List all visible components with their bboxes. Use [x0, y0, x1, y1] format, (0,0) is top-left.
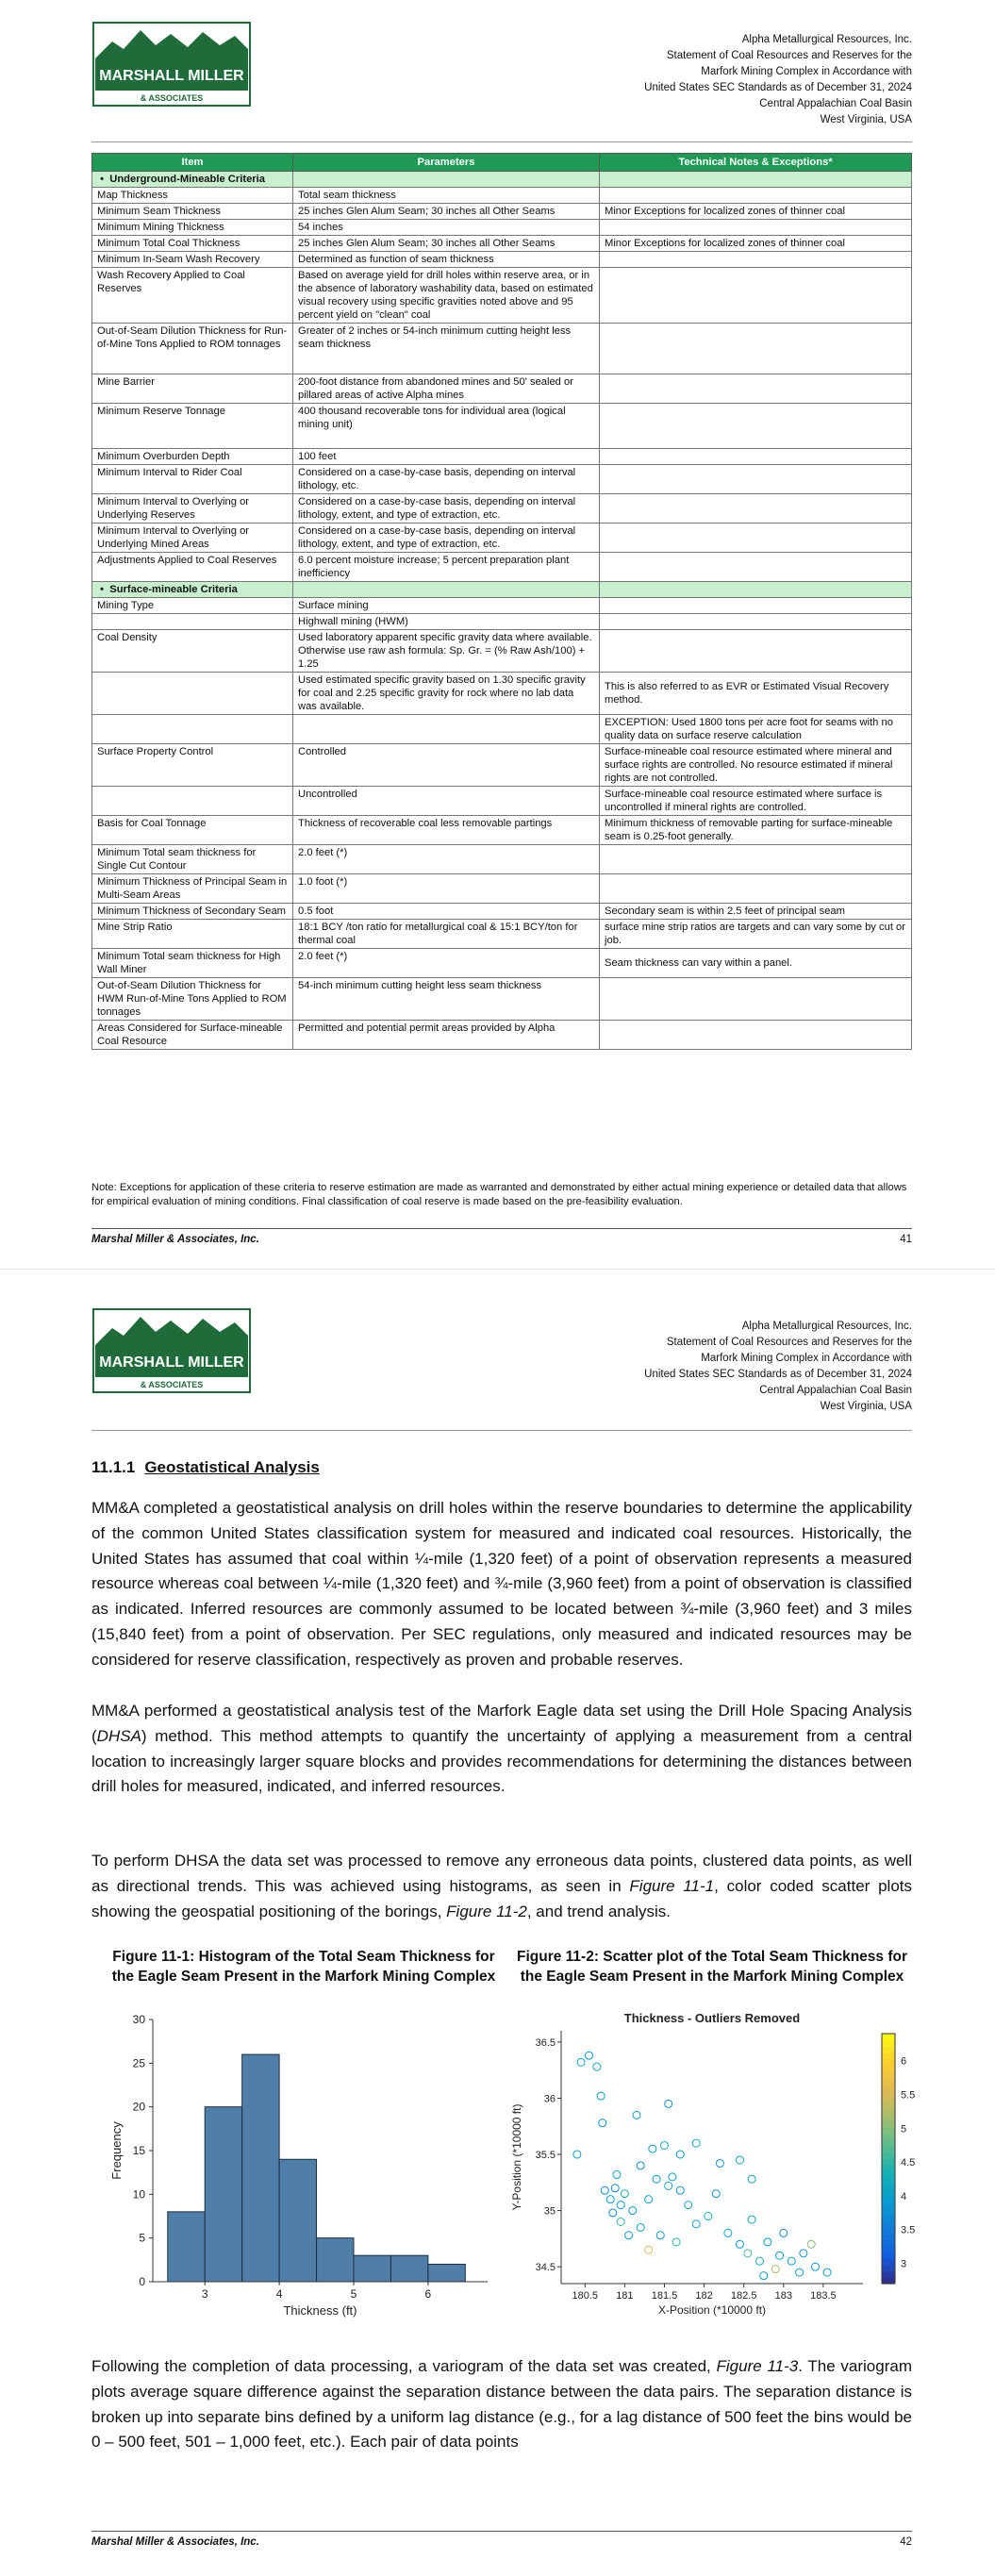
y-axis-label: Y-Position (*10000 ft): [510, 2103, 523, 2211]
colorbar-segment: [882, 2059, 895, 2066]
colorbar-segment: [882, 2259, 895, 2266]
y-tick-label: 36: [543, 2093, 556, 2105]
cell-param: Used estimated specific gravity based on 1.30 specific gravity for coal and 2.25 specific gravity for rock where no lab data was available.: [293, 673, 600, 715]
cell-item: Minimum Thickness of Principal Seam in Multi-Seam Areas: [92, 874, 293, 904]
table-row: [92, 1021, 912, 1050]
footer-divider: [91, 2531, 912, 2532]
figure-ref: Figure 11-2: [446, 1902, 527, 1920]
table-row: [92, 524, 912, 553]
footer-company: Marshal Miller & Associates, Inc.: [91, 2536, 259, 2548]
cell-item: Out-of-Seam Dilution Thickness for HWM Run-of-Mine Tons Applied to ROM tonnages: [92, 978, 293, 1021]
y-tick-label: 34.5: [535, 2262, 556, 2274]
cell-item: Wash Recovery Applied to Coal Reserves: [92, 268, 293, 324]
colorbar-segment: [882, 2034, 895, 2040]
x-tick-label: 180.5: [572, 2290, 599, 2302]
cell-item: Mine Barrier: [92, 374, 293, 404]
logo-name: MARSHALL MILLER: [99, 68, 244, 84]
header-line: Alpha Metallurgical Resources, Inc.: [741, 1321, 912, 1332]
y-tick-label: 15: [132, 2144, 145, 2157]
cell-item: Minimum In-Seam Wash Recovery: [92, 252, 293, 268]
header-line: Alpha Metallurgical Resources, Inc.: [741, 34, 912, 45]
cell-item: Minimum Interval to Rider Coal: [92, 465, 293, 494]
colorbar-segment: [882, 2215, 895, 2221]
colorbar-segment: [882, 2052, 895, 2059]
cell-item: Minimum Thickness of Secondary Seam: [92, 904, 293, 920]
section-heading: [91, 1458, 320, 1477]
colorbar-tick-label: 4: [901, 2190, 907, 2202]
y-tick-label: 36.5: [535, 2036, 556, 2049]
cell-note: [600, 268, 912, 324]
reserve-criteria-table: [91, 153, 912, 1050]
cell-item: Basis for Coal Tonnage: [92, 816, 293, 845]
cell-item: Minimum Interval to Overlying or Underlying Reserves: [92, 494, 293, 524]
cell-item: Minimum Seam Thickness: [92, 204, 293, 220]
logo-name: MARSHALL MILLER: [99, 1354, 244, 1371]
table-row: [92, 494, 912, 524]
colorbar-segment: [882, 2140, 895, 2147]
y-tick-label: 30: [132, 2013, 145, 2026]
colorbar-segment: [882, 2184, 895, 2190]
colorbar-segment: [882, 2040, 895, 2047]
logo-sub: & ASSOCIATES: [140, 1380, 204, 1389]
table-row: [92, 252, 912, 268]
y-tick-label: 35: [543, 2205, 556, 2218]
cell-param: Permitted and potential permit areas provided by Alpha: [293, 1021, 600, 1050]
cell-param: 400 thousand recoverable tons for individual area (logical mining unit): [293, 404, 600, 449]
table-row: [92, 598, 912, 614]
cell-param: Uncontrolled: [293, 787, 600, 816]
table-note: Note: Exceptions for application of these criteria to reserve estimation are made as warranted and demonstrated by either actual mining experience or detailed data that allows for empirical evaluation of mining conditions. Final classification of coal reserve is made based on the pre-feasibility evaluation.: [91, 1182, 907, 1207]
cell-param: Considered on a case-by-case basis, depending on interval lithology, etc.: [293, 465, 600, 494]
y-tick-label: 25: [132, 2056, 145, 2070]
header-line: Statement of Coal Resources and Reserves for the: [666, 50, 912, 61]
cell-param: 54 inches: [293, 220, 600, 236]
cell-param: Considered on a case-by-case basis, depending on interval lithology, extent, and type of extraction, etc.: [293, 494, 600, 524]
histogram-bar: [279, 2159, 316, 2282]
cell-param: 54-inch minimum cutting height less seam thickness: [293, 978, 600, 1021]
colorbar-segment: [882, 2246, 895, 2252]
table-row: [92, 715, 912, 744]
x-tick-label: 4: [275, 2287, 283, 2301]
section-number: 11.1.1: [91, 1458, 136, 1476]
histogram-bar: [354, 2255, 390, 2282]
histogram-bar: [317, 2238, 354, 2282]
colorbar-tick-label: 4.5: [901, 2157, 916, 2169]
cell-param: Greater of 2 inches or 54-inch minimum cutting height less seam thickness: [293, 324, 600, 374]
colorbar-segment: [882, 2240, 895, 2247]
colorbar-segment: [882, 2165, 895, 2171]
paragraph-3: To perform DHSA the data set was processed to remove any erroneous data points, clustered data points, as well as directional trends. This was achieved using histograms, as seen in Figure 11-1, color coded scatter plots showing the geospatial positioning of the borings, Figure 11-2, and trend analysis.: [91, 1852, 912, 1920]
table-row: [92, 188, 912, 204]
histogram-bar: [205, 2107, 241, 2282]
x-tick-label: 183: [774, 2290, 792, 2302]
cell-param: Based on average yield for drill holes within reserve area, or in the absence of laboratory washability data, based on estimated visual recovery using specific gravities noted above and 95 percent yield on "clean" coal: [293, 268, 600, 324]
section-title: Geostatistical Analysis: [144, 1458, 320, 1476]
colorbar-segment: [882, 2202, 895, 2209]
cell-note: This is also referred to as EVR or Estimated Visual Recovery method.: [600, 673, 912, 715]
page-number: 41: [900, 1234, 912, 1245]
cell-param: 25 inches Glen Alum Seam; 30 inches all Other Seams: [293, 236, 600, 252]
cell-item: Minimum Total Coal Thickness: [92, 236, 293, 252]
header-line: Statement of Coal Resources and Reserves for the: [666, 1337, 912, 1348]
x-tick-label: 181: [616, 2290, 634, 2302]
y-tick-label: 35.5: [535, 2150, 556, 2162]
x-axis-label: X-Position (*10000 ft): [657, 2303, 767, 2317]
table-row: [92, 904, 912, 920]
footer-company: Marshal Miller & Associates, Inc.: [91, 1234, 259, 1245]
table-row: [92, 268, 912, 324]
dhsa-term: DHSA: [96, 1726, 141, 1745]
cell-param: Total seam thickness: [293, 188, 600, 204]
table-row: [92, 874, 912, 904]
colorbar-segment: [882, 2077, 895, 2084]
cell-note: [600, 524, 912, 553]
cell-param: Used laboratory apparent specific gravity data where available. Otherwise use raw ash formula: Sp. Gr. = (% Raw Ash/100) + 1.25: [293, 630, 600, 673]
cell-item: Mine Strip Ratio: [92, 920, 293, 949]
figure-11-2-caption: Figure 11-2: Scatter plot of the Total Seam Thickness for the Eagle Seam Present in the Marfork Mining Complex: [517, 1949, 907, 1985]
colorbar-segment: [882, 2090, 895, 2097]
histogram-bar: [428, 2264, 465, 2282]
colorbar-segment: [882, 2102, 895, 2109]
table-row: [92, 673, 912, 715]
cell-note: [600, 374, 912, 404]
table-row: [92, 630, 912, 673]
header-divider: [91, 141, 912, 142]
table-header-row: [92, 154, 912, 172]
cell-item: Minimum Total seam thickness for Single Cut Contour: [92, 845, 293, 874]
colorbar-segment: [882, 2096, 895, 2102]
cell-param: 1.0 foot (*): [293, 874, 600, 904]
colorbar-segment: [882, 2271, 895, 2278]
x-tick-label: 182: [695, 2290, 713, 2302]
cell-param: Considered on a case-by-case basis, depending on interval lithology, extent, and type of extraction, etc.: [293, 524, 600, 553]
colorbar-segment: [882, 2127, 895, 2134]
cell-note: [600, 188, 912, 204]
cell-note: [600, 494, 912, 524]
chart-title: Thickness - Outliers Removed: [623, 2011, 801, 2025]
header-divider: [91, 1430, 912, 1431]
cell-item: Map Thickness: [92, 188, 293, 204]
cell-note: Seam thickness can vary within a panel.: [600, 949, 912, 978]
x-tick-label: 3: [201, 2287, 208, 2301]
table-row: [92, 465, 912, 494]
cell-param: 18:1 BCY /ton ratio for metallurgical coal & 15:1 BCY/ton for thermal coal: [293, 920, 600, 949]
footer-divider: [91, 1228, 912, 1229]
company-logo: [91, 1307, 252, 1394]
table-row: [92, 204, 912, 220]
cell-note: Surface-mineable coal resource estimated where surface is uncontrolled if mineral rights are controlled.: [600, 787, 912, 816]
x-tick-label: 183.5: [810, 2290, 837, 2302]
x-tick-label: 6: [424, 2287, 432, 2301]
colorbar-segment: [882, 2152, 895, 2159]
cell-note: Minor Exceptions for localized zones of thinner coal: [600, 204, 912, 220]
cell-item: Mining Type: [92, 598, 293, 614]
colorbar-tick-label: 6: [901, 2055, 907, 2068]
colorbar-segment: [882, 2071, 895, 2078]
paragraph-4: Following the completion of data processing, a variogram of the data set was created, Figure 11-3. The variogram plots average square difference against the separation distance between the data pairs. The separation distance is broken up into separate bins defined by a uniform lag distance (e.g., for a lag distance of 500 feet the bins would be 0 – 500 feet, 501 – 1,000 feet, etc.). Each pair of data points: [91, 2357, 912, 2451]
cell-note: EXCEPTION: Used 1800 tons per acre foot for seams with no quality data on surface reserve calculation: [600, 715, 912, 744]
histogram-bar: [390, 2255, 427, 2282]
table-row: [92, 978, 912, 1021]
cell-param: Thickness of recoverable coal less removable partings: [293, 816, 600, 845]
colorbar-segment: [882, 2190, 895, 2197]
colorbar-segment: [882, 2121, 895, 2128]
section-label: • Surface-mineable Criteria: [92, 582, 293, 598]
colorbar-segment: [882, 2252, 895, 2259]
colorbar-tick-label: 5: [901, 2123, 907, 2136]
colorbar-tick-label: 5.5: [901, 2089, 916, 2102]
header-line: Central Appalachian Coal Basin: [759, 98, 912, 109]
header-line: West Virginia, USA: [820, 1401, 912, 1412]
cell-param: 25 inches Glen Alum Seam; 30 inches all Other Seams: [293, 204, 600, 220]
logo-sub: & ASSOCIATES: [140, 93, 204, 103]
cell-item: Minimum Mining Thickness: [92, 220, 293, 236]
cell-item: Minimum Interval to Overlying or Underlying Mined Areas: [92, 524, 293, 553]
colorbar-segment: [882, 2134, 895, 2140]
cell-item: Minimum Reserve Tonnage: [92, 404, 293, 449]
colorbar-tick-label: 3: [901, 2258, 907, 2270]
colorbar-segment: [882, 2196, 895, 2202]
header-line: United States SEC Standards as of December 31, 2024: [644, 1369, 912, 1380]
header-line: United States SEC Standards as of December 31, 2024: [644, 82, 912, 93]
section-row-surface: [92, 582, 912, 598]
y-tick-label: 5: [139, 2231, 145, 2245]
colorbar-segment: [882, 2109, 895, 2116]
cell-item: Out-of-Seam Dilution Thickness for Run-of-Mine Tons Applied to ROM tonnages: [92, 324, 293, 374]
paragraph-1: MM&A completed a geostatistical analysis on drill holes within the reserve boundaries to determine the applicability of the common United States classification system for measured and indicated coal resources. Historically, the United States has assumed that coal within ¼-mile (1,320 feet) of a point of observation represents a measured resource whereas coal between ¼-mile (1,320 feet) and ¾-mile (3,960 feet) from a point of observation is classified as indicated. Inferred resources are commonly assumed to be located between ¾-mile (3,960 feet) and 3 miles (15,840 feet) from a point of observation. Per SEC regulations, only measured and indicated resources may be considered for reserve classification, respectively as proven and probable reserves.: [91, 1499, 912, 1669]
cell-note: [600, 553, 912, 582]
page-42: [0, 1269, 995, 2576]
table-row: [92, 404, 912, 449]
company-logo: [91, 21, 252, 108]
cell-param: Highwall mining (HWM): [293, 614, 600, 630]
colorbar-segment: [882, 2065, 895, 2071]
colorbar-segment: [882, 2159, 895, 2166]
table-row: [92, 449, 912, 465]
table-row: [92, 787, 912, 816]
cell-param: Controlled: [293, 744, 600, 787]
x-axis-label: Thickness (ft): [283, 2303, 357, 2318]
page-41: [0, 0, 995, 1269]
y-tick-label: 10: [132, 2187, 145, 2202]
y-tick-label: 20: [132, 2100, 145, 2114]
histogram-bar: [242, 2054, 279, 2282]
colorbar-segment: [882, 2084, 895, 2090]
figure-ref: Figure 11-3: [716, 2357, 799, 2375]
x-tick-label: 181.5: [651, 2290, 678, 2302]
section-row-underground: [92, 172, 912, 188]
cell-param: 2.0 feet (*): [293, 949, 600, 978]
colorbar-segment: [882, 2265, 895, 2271]
cell-param: Determined as function of seam thickness: [293, 252, 600, 268]
x-tick-label: 5: [350, 2287, 357, 2301]
cell-param: 0.5 foot: [293, 904, 600, 920]
page-number: 42: [900, 2536, 912, 2548]
cell-param: 6.0 percent moisture increase; 5 percent preparation plant inefficiency: [293, 553, 600, 582]
paragraph-2: MM&A performed a geostatistical analysis test of the Marfork Eagle data set using the Drill Hole Spacing Analysis (DHSA) method. This method attempts to quantify the uncertainty of applying a measurement from a central location to increasingly larger square blocks and provides recommendations for determining the distances between drill holes for measured, indicated, and inferred resources.: [91, 1702, 912, 1796]
colorbar-segment: [882, 2146, 895, 2152]
header-line: Marfork Mining Complex in Accordance with: [701, 66, 912, 77]
colorbar-segment: [882, 2227, 895, 2234]
table-row: [92, 324, 912, 374]
table-row: [92, 816, 912, 845]
figure-11-1-caption: Figure 11-1: Histogram of the Total Seam Thickness for the Eagle Seam Present in the Marfork Mining Complex: [111, 1949, 496, 1985]
colorbar-tick-label: 3.5: [901, 2224, 916, 2236]
column-header-item: Item: [92, 154, 293, 172]
cell-note: [600, 220, 912, 236]
cell-item: Adjustments Applied to Coal Reserves: [92, 553, 293, 582]
header-line: Central Appalachian Coal Basin: [759, 1385, 912, 1396]
cell-item: Minimum Total seam thickness for High Wall Miner: [92, 949, 293, 978]
colorbar-segment: [882, 2234, 895, 2240]
cell-item: Surface Property Control: [92, 744, 293, 787]
colorbar-segment: [882, 2171, 895, 2178]
y-tick-label: 0: [139, 2275, 145, 2288]
page-header: [644, 1319, 912, 1415]
table-row: [92, 220, 912, 236]
cell-note: [600, 404, 912, 449]
scatter-chart: [509, 2010, 924, 2321]
x-tick-label: 182.5: [730, 2290, 757, 2302]
figure-ref: Figure 11-1: [629, 1876, 715, 1895]
table-row: [92, 920, 912, 949]
plot-area: [561, 2031, 863, 2284]
cell-note: Surface-mineable coal resource estimated where mineral and surface rights are controlled. No resource estimated if mineral rights are not controlled.: [600, 744, 912, 787]
cell-item: Coal Density: [92, 630, 293, 673]
colorbar-segment: [882, 2209, 895, 2216]
cell-param: 200-foot distance from abandoned mines and 50' sealed or pillared areas of active Alpha mines: [293, 374, 600, 404]
cell-item: Areas Considered for Surface-mineable Coal Resource: [92, 1021, 293, 1050]
page-header: [644, 32, 912, 128]
cell-note: [600, 252, 912, 268]
cell-param: 100 feet: [293, 449, 600, 465]
colorbar-segment: [882, 2046, 895, 2052]
cell-note: [600, 324, 912, 374]
table-row: [92, 949, 912, 978]
column-header-parameters: Parameters: [293, 154, 600, 172]
table-row: [92, 553, 912, 582]
cell-param: Surface mining: [293, 598, 600, 614]
table-row: [92, 744, 912, 787]
y-axis-label: Frequency: [109, 2121, 124, 2180]
cell-note: Minimum thickness of removable parting for surface-mineable seam is 0.25-foot generally.: [600, 816, 912, 845]
cell-note: [600, 465, 912, 494]
header-line: Marfork Mining Complex in Accordance with: [701, 1353, 912, 1364]
cell-note: surface mine strip ratios are targets and can vary some by cut or job.: [600, 920, 912, 949]
header-line: West Virginia, USA: [820, 114, 912, 125]
section-label: • Underground-Mineable Criteria: [92, 172, 293, 188]
column-header-notes: Technical Notes & Exceptions*: [600, 154, 912, 172]
table-row: [92, 845, 912, 874]
cell-note: Secondary seam is within 2.5 feet of principal seam: [600, 904, 912, 920]
table-row: [92, 374, 912, 404]
table-row: [92, 614, 912, 630]
colorbar-segment: [882, 2115, 895, 2121]
colorbar-segment: [882, 2177, 895, 2184]
table-row: [92, 236, 912, 252]
histogram-bar: [168, 2212, 205, 2282]
cell-item: Minimum Overburden Depth: [92, 449, 293, 465]
histogram-chart: [106, 2010, 502, 2321]
cell-note: [600, 449, 912, 465]
cell-param: 2.0 feet (*): [293, 845, 600, 874]
cell-note: Minor Exceptions for localized zones of thinner coal: [600, 236, 912, 252]
colorbar-segment: [882, 2221, 895, 2228]
